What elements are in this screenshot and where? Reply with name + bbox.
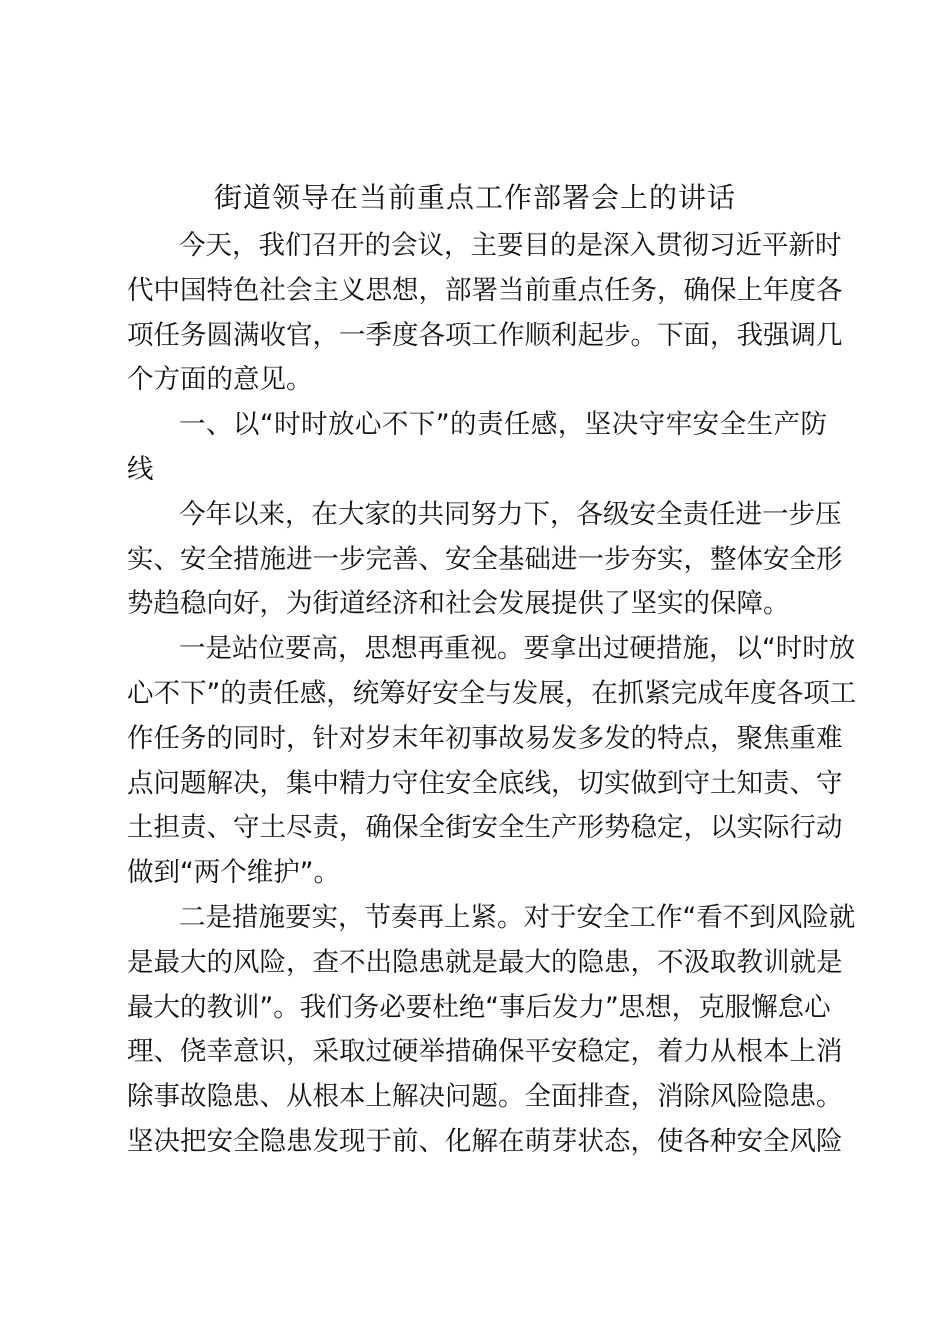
paragraph-line: 二是措施要实，节奏再上紧。对于安全工作“看不到风险就 bbox=[179, 901, 856, 933]
paragraph-line: 做到“两个维护”。 bbox=[127, 857, 340, 889]
paragraph-line: 实、安全措施进一步完善、安全基础进一步夯实，整体安全形 bbox=[127, 543, 843, 575]
paragraph-line: 一是站位要高，思想再重视。要拿出过硬措施，以“时时放 bbox=[179, 633, 856, 665]
document-body bbox=[127, 224, 857, 1165]
paragraph-line: 坚决把安全隐患发现于前、化解在萌芽状态，使各种安全风险 bbox=[127, 1125, 843, 1157]
paragraph-line: 今年以来，在大家的共同努力下，各级安全责任进一步压 bbox=[179, 498, 842, 530]
paragraph-line: 土担责、守土尽责，确保全街安全生产形势稳定，以实际行动 bbox=[127, 812, 843, 844]
section-heading-line: 线 bbox=[127, 453, 154, 485]
paragraph-line: 点问题解决，集中精力守住安全底线，切实做到守土知责、守 bbox=[127, 767, 843, 799]
paragraph-line: 势趋稳向好，为街道经济和社会发展提供了坚实的保障。 bbox=[127, 588, 790, 620]
paragraph-line: 除事故隐患、从根本上解决问题。全面排查，消除风险隐患。 bbox=[127, 1081, 843, 1113]
document-title: 街道领导在当前重点工作部署会上的讲话 bbox=[213, 181, 736, 214]
paragraph-line: 项任务圆满收官，一季度各项工作顺利起步。下面，我强调几 bbox=[127, 319, 843, 351]
paragraph-line: 心不下”的责任感，统筹好安全与发展，在抓紧完成年度各项工 bbox=[127, 677, 857, 709]
paragraph-line: 代中国特色社会主义思想，部署当前重点任务，确保上年度各 bbox=[127, 274, 843, 306]
paragraph-line: 理、侥幸意识，采取过硬举措确保平安稳定，着力从根本上消 bbox=[127, 1036, 843, 1068]
section-heading-line: 一、以“时时放心不下”的责任感，坚决守牢安全生产防 bbox=[179, 409, 827, 441]
paragraph-line: 今天，我们召开的会议，主要目的是深入贯彻习近平新时 bbox=[179, 230, 842, 261]
paragraph-line: 最大的教训”。我们务必要杜绝“事后发力”思想，克服懈怠心 bbox=[127, 991, 831, 1023]
paragraph-line: 是最大的风险，查不出隐患就是最大的隐患，不汲取教训就是 bbox=[127, 946, 843, 978]
paragraph-line: 作任务的同时，针对岁末年初事故易发多发的特点，聚焦重难 bbox=[127, 722, 843, 754]
paragraph-line: 个方面的意见。 bbox=[127, 364, 313, 396]
